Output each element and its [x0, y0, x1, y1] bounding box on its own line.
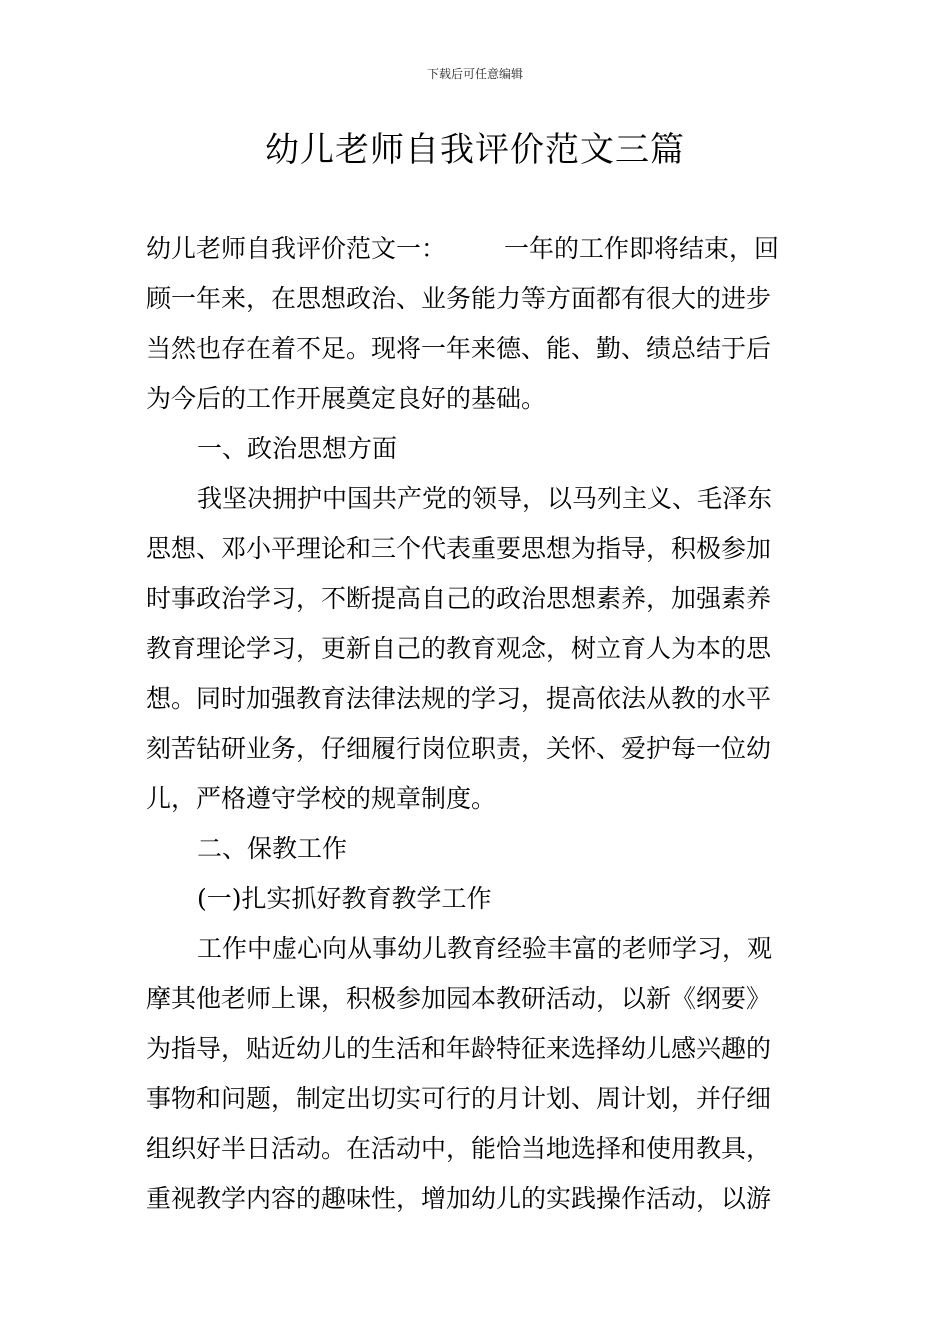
body-line: 为今后的工作开展奠定良好的基础。 — [146, 384, 547, 413]
document-title: 幼儿老师自我评价范文三篇 — [265, 130, 685, 170]
body-line: 思想、邓小平理论和三个代表重要思想为指导，积极参加 — [146, 534, 772, 563]
essay-heading: 幼儿老师自我评价范文一： — [146, 234, 447, 263]
subsection-heading: (一)扎实抓好教育教学工作 — [197, 884, 492, 913]
body-line: 顾一年来，在思想政治、业务能力等方面都有很大的进步 — [146, 284, 772, 313]
section-heading: 二、保教工作 — [197, 834, 348, 863]
body-line: 重视教学内容的趣味性，增加幼儿的实践操作活动，以游 — [146, 1184, 772, 1213]
body-line: 我坚决拥护中国共产党的领导，以马列主义、毛泽东 — [197, 484, 773, 513]
header-note: 下载后可任意编辑 — [426, 67, 523, 81]
body-line: 时事政治学习，不断提高自己的政治思想素养，加强素养 — [146, 584, 772, 613]
body-line: 事物和问题，制定出切实可行的月计划、周计划，并仔细 — [146, 1084, 772, 1113]
body-line: 为指导，贴近幼儿的生活和年龄特征来选择幼儿感兴趣的 — [146, 1034, 772, 1063]
document-body — [146, 224, 810, 1224]
body-line: 刻苦钻研业务，仔细履行岗位职责，关怀、爱护每一位幼 — [146, 734, 772, 763]
section-heading: 一、政治思想方面 — [197, 434, 398, 463]
body-line: 组织好半日活动。在活动中，能恰当地选择和使用教具， — [146, 1134, 772, 1163]
body-line-text: 一年的工作即将结束，回 — [504, 234, 780, 263]
body-line: 工作中虚心向从事幼儿教育经验丰富的老师学习，观 — [197, 934, 773, 963]
body-line: 想。同时加强教育法律法规的学习，提高依法从教的水平 — [146, 684, 772, 713]
body-line — [146, 224, 810, 274]
body-line: 摩其他老师上课，积极参加园本教研活动，以新《纲要》 — [146, 984, 772, 1013]
body-line: 当然也存在着不足。现将一年来德、能、勤、绩总结于后 — [146, 334, 772, 363]
body-line: 儿，严格遵守学校的规章制度。 — [146, 784, 497, 813]
body-line: 教育理论学习，更新自己的教育观念，树立育人为本的思 — [146, 634, 772, 663]
